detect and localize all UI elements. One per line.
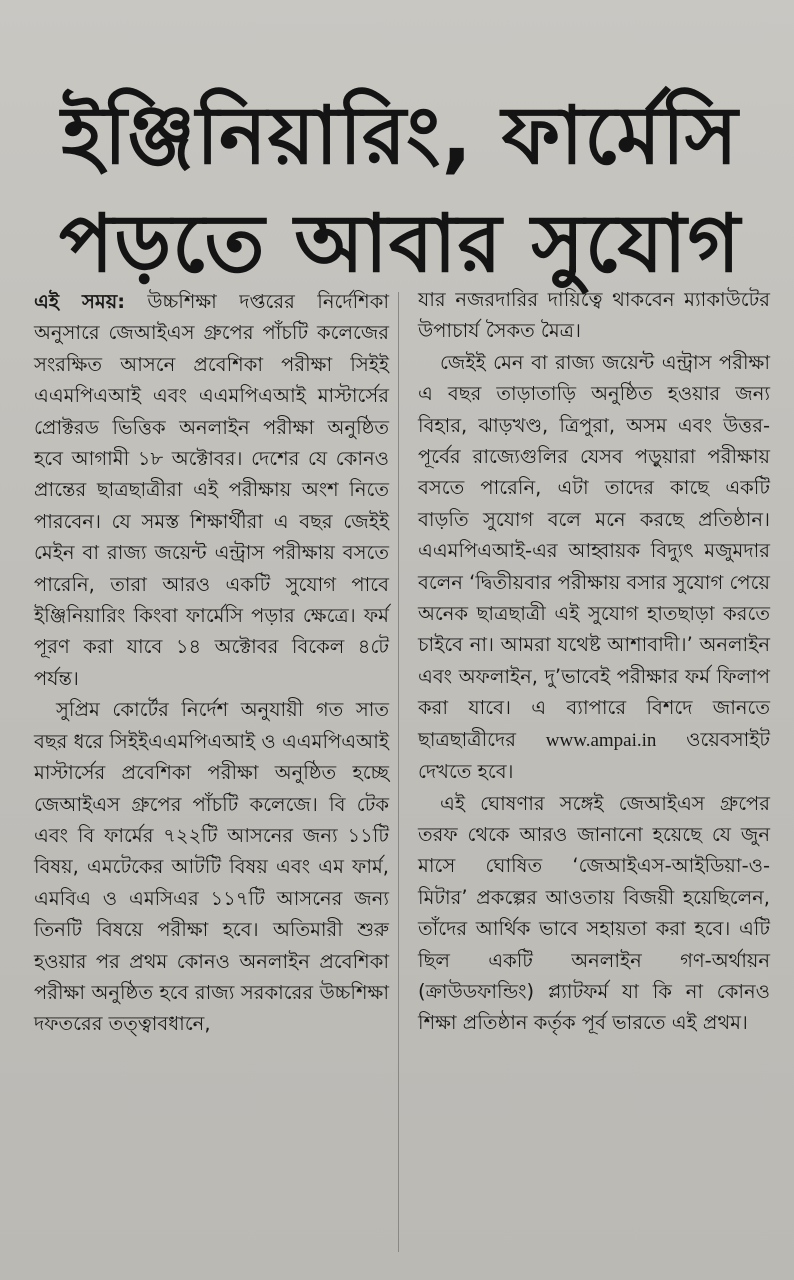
dateline: এই সময়:	[34, 290, 125, 313]
article-paragraph-5: এই ঘোষণার সঙ্গেই জেআইএস গ্রুপের তরফ থেকে আরও জানানো হয়েছে যে জুন মাসে ঘোষিত ‘জেআইএস-আইডিয়া-ও-মিটার’ প্রকল্পের আওতায় বিজয়ী হয়েছিলেন, তাঁদের আর্থিক ভাবে সহায়তা করা হবে। এটি ছিল একটি অনলাইন গণ-অর্থায়ন (ক্রাউডফান্ডিং) প্ল্যাটফর্ম যা কি না কোনও শিক্ষা প্রতিষ্ঠান কর্তৃক পূর্ব ভারতে এই প্রথম।	[418, 791, 770, 1035]
article-column-left	[34, 286, 389, 1040]
article-paragraph-1	[34, 286, 389, 694]
article-paragraph-4	[418, 347, 770, 788]
headline	[30, 82, 770, 298]
headline-line-2: পড়তে আবার সুযোগ	[58, 196, 742, 290]
paragraph-1-text: উচ্চশিক্ষা দপ্তরের নির্দেশিকা অনুসারে জেআইএস গ্রুপের পাঁচটি কলেজের সংরক্ষিত আসনে প্রবেশিকা পরীক্ষা সিইই এএমপিএআই এবং এএমপিএআই মাস্টার্সের প্রোক্টরড ভিত্তিক অনলাইন পরীক্ষা অনুষ্ঠিত হবে আগামী ১৮ অক্টোবর। দেশের যে কোনও প্রান্তের ছাত্রছাত্রীরা এই পরীক্ষায় অংশ নিতে পারবেন। যে সমস্ত শিক্ষার্থীরা এ বছর জেইই মেইন বা রাজ্য জয়েন্ট এন্ট্রাস পরীক্ষায় বসতে পারেনি, তারা আরও একটি সুযোগ পাবে ইঞ্জিনিয়ারিং কিংবা ফার্মেসি পড়ার ক্ষেত্রে। ফর্ম পূরণ করা যাবে ১৪ অক্টোবর বিকেল ৪টে পর্যন্ত।	[34, 290, 389, 690]
headline-line-1: ইঞ্জিনিয়ারিং, ফার্মেসি	[61, 88, 739, 182]
article-column-right	[418, 284, 770, 1039]
article-paragraph-3: যার নজরদারির দায়িত্বে থাকবেন ম্যাকাউটের উপাচার্য সৈকত মৈত্র।	[418, 288, 770, 343]
paragraph-4-text-end: ওয়েবসাইট দেখতে হবে।	[418, 727, 771, 784]
paragraph-4-text-start: জেইই মেন বা রাজ্য জয়েন্ট এন্ট্রাস পরীক্ষা এ বছর তাড়াতাড়ি অনুষ্ঠিত হওয়ার জন্য বিহার, ঝাড়খণ্ড, ত্রিপুরা, অসম এবং উত্তর-পূর্বের রাজ্যেগুলির যেসব পড়ুয়ারা পরীক্ষায় বসতে পারেনি, এটা তাদের কাছে একটি বাড়তি সুযোগ বলে মনে করছে প্রতিষ্ঠান। এএমপিএআই-এর আহ্বায়ক বিদ্যুৎ মজুমদার বলেন ‘দ্বিতীয়বার পরীক্ষায় বসার সুযোগ পেয়ে অনেক ছাত্রছাত্রী এই সুযোগ হাতছাড়া করতে চাইবে না। আমরা যথেষ্ট আশাবাদী।’ অনলাইন এবং অফলাইন, দু’ভাবেই পরীক্ষার ফর্ম ফিলাপ করা যাবে। এ ব্যাপারে বিশদে জানতে ছাত্রছাত্রীদের	[418, 350, 770, 751]
website-url: www.ampai.in	[545, 729, 657, 751]
column-divider	[398, 292, 399, 1252]
article-paragraph-2: সুপ্রিম কোর্টের নির্দেশ অনুযায়ী গত সাত বছর ধরে সিইইএএমপিএআই ও এএমপিএআই মাস্টার্সের প্রবেশিকা পরীক্ষা অনুষ্ঠিত হচ্ছে জেআইএস গ্রুপের পাঁচটি কলেজে। বি টেক এবং বি ফার্মের ৭২২টি আসনের জন্য ১১টি বিষয়, এমটেকের আটটি বিষয় এবং এম ফার্ম, এমবিএ ও এমসিএর ১১৭টি আসনের জন্য তিনটি বিষয়ে পরীক্ষা হবে। অতিমারী শুরু হওয়ার পর প্রথম কোনও অনলাইন প্রবেশিকা পরীক্ষা অনুষ্ঠিত হবে রাজ্য সরকারের উচ্চশিক্ষা দফতরের তত্ত্বাবধানে,	[34, 698, 389, 1036]
